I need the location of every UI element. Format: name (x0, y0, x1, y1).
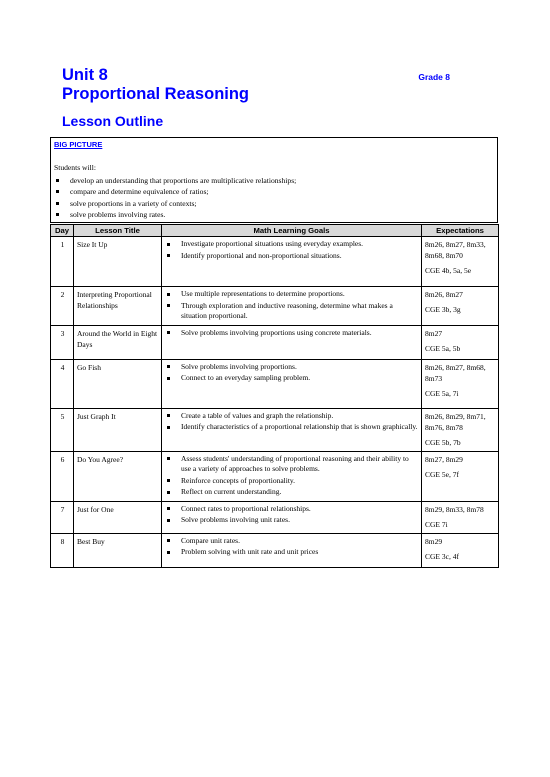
expectations-cell (422, 359, 499, 408)
day-cell: 8 (51, 533, 74, 567)
goals-cell (162, 287, 422, 326)
expectations-text: 8m27, 8m29 (425, 454, 463, 464)
expectations-text: 8m26, 8m27 (425, 290, 463, 299)
cge-text: CGE 7i (425, 519, 448, 529)
day-cell: 4 (51, 359, 74, 408)
goals-cell (162, 451, 422, 501)
table-row (51, 287, 499, 326)
goals-cell (162, 501, 422, 533)
list-item: compare and determine equivalence of ratios; (54, 186, 296, 197)
goal-item: Investigate proportional situations using everyday examples. (165, 239, 419, 250)
expectations-cell (422, 451, 499, 501)
cge-text: CGE 4b, 5a, 5e (425, 266, 472, 275)
expectations-text: 8m26, 8m29, 8m71, 8m76, 8m78 (425, 411, 486, 432)
lesson-outline-heading: Lesson Outline (62, 113, 164, 129)
cge-text: CGE 5b, 7b (425, 437, 461, 447)
goal-item: Solve problems involving proportions using concrete materials. (165, 328, 419, 339)
grade-label: Grade 8 (418, 72, 450, 82)
column-header-expectations: Expectations (422, 225, 499, 237)
goal-item: Problem solving with unit rate and unit prices (165, 547, 419, 558)
goals-cell (162, 408, 422, 451)
big-picture-list (54, 175, 296, 221)
goal-item: Solve problems involving proportions. (165, 362, 419, 373)
expectations-cell (422, 408, 499, 451)
table-header-row (51, 225, 499, 237)
cge-text: CGE 3c, 4f (425, 551, 459, 561)
goal-item: Identify proportional and non-proportional situations. (165, 251, 419, 262)
lesson-title-cell: Just for One (74, 501, 162, 533)
lesson-title-cell: Size It Up (74, 237, 162, 287)
lesson-title-cell: Just Graph It (74, 408, 162, 451)
cge-text: CGE 5a, 5b (425, 343, 461, 353)
column-header-title: Lesson Title (74, 225, 162, 237)
cge-text: CGE 3b, 3g (425, 305, 461, 314)
goal-item: Assess students' understanding of proportional reasoning and their ability to use a variety of approaches to solve problems. (165, 454, 419, 475)
goals-cell (162, 359, 422, 408)
lesson-title-cell: Best Buy (74, 533, 162, 567)
cge-text: CGE 5e, 7f (425, 469, 459, 479)
goal-item: Identify characteristics of a proportional relationship that is shown graphically. (165, 422, 419, 433)
day-cell: 6 (51, 451, 74, 501)
lesson-title-cell: Around the World in Eight Days (74, 325, 162, 359)
lesson-title-cell: Do You Agree? (74, 451, 162, 501)
expectations-text: 8m26, 8m27, 8m68, 8m73 (425, 362, 486, 383)
big-picture-heading: BIG PICTURE (54, 140, 103, 149)
expectations-text: 8m27 (425, 328, 443, 338)
column-header-day: Day (51, 225, 74, 237)
day-cell: 1 (51, 237, 74, 287)
goal-item: Compare unit rates. (165, 536, 419, 547)
table-row (51, 237, 499, 287)
goal-item: Connect rates to proportional relationships. (165, 504, 419, 515)
day-cell: 2 (51, 287, 74, 326)
goals-cell (162, 237, 422, 287)
expectations-text: 8m29 (425, 536, 443, 546)
table-row (51, 533, 499, 567)
expectations-cell (422, 325, 499, 359)
goals-cell (162, 325, 422, 359)
lesson-title-cell: Go Fish (74, 359, 162, 408)
table-row (51, 451, 499, 501)
goal-item: Create a table of values and graph the relationship. (165, 411, 419, 422)
cge-text: CGE 5a, 7i (425, 388, 459, 398)
lesson-title-cell: Interpreting Proportional Relationships (74, 287, 162, 326)
expectations-cell (422, 287, 499, 326)
expectations-cell (422, 533, 499, 567)
list-item: solve proportions in a variety of contexts; (54, 198, 296, 209)
goal-item: Through exploration and inductive reasoning, determine what makes a situation proportional. (165, 301, 419, 322)
goals-cell (162, 533, 422, 567)
document-header (62, 66, 450, 104)
goal-item: Solve problems involving unit rates. (165, 515, 419, 526)
column-header-goals: Math Learning Goals (162, 225, 422, 237)
expectations-text: 8m26, 8m27, 8m33, 8m68, 8m70 (425, 240, 486, 260)
big-picture-box (50, 137, 498, 223)
table-row (51, 501, 499, 533)
goal-item: Use multiple representations to determine proportions. (165, 289, 419, 300)
expectations-text: 8m29, 8m33, 8m78 (425, 504, 484, 514)
unit-subtitle: Proportional Reasoning (62, 85, 250, 103)
unit-title: Unit 8 (62, 66, 108, 84)
day-cell: 7 (51, 501, 74, 533)
lesson-table (50, 224, 499, 568)
goal-item: Connect to an everyday sampling problem. (165, 373, 419, 384)
day-cell: 3 (51, 325, 74, 359)
table-row (51, 359, 499, 408)
expectations-cell (422, 501, 499, 533)
day-cell: 5 (51, 408, 74, 451)
big-picture-intro: Students will: (54, 163, 96, 172)
expectations-cell (422, 237, 499, 287)
list-item: solve problems involving rates. (54, 209, 296, 220)
goal-item: Reinforce concepts of proportionality. (165, 476, 419, 487)
table-row (51, 408, 499, 451)
goal-item: Reflect on current understanding. (165, 487, 419, 498)
table-row (51, 325, 499, 359)
list-item: develop an understanding that proportions are multiplicative relationships; (54, 175, 296, 186)
